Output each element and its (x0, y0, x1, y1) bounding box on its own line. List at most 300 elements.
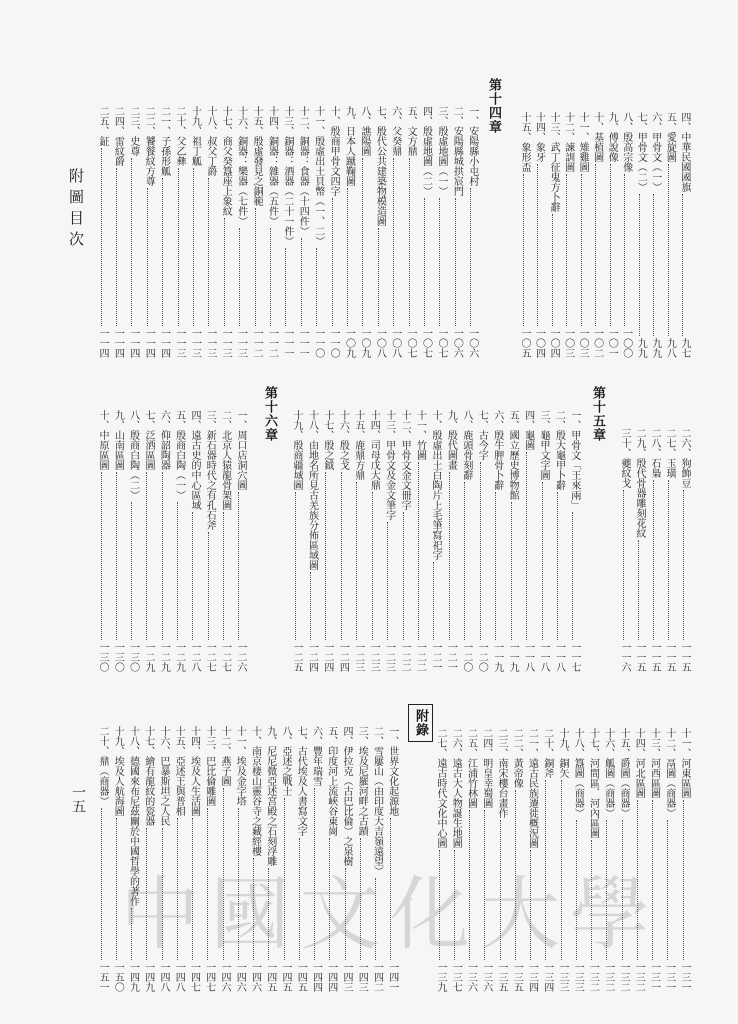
toc-entry-page: 一〇四 (548, 328, 560, 358)
toc-entry-page: 一三三 (572, 962, 584, 992)
toc-entry (537, 410, 549, 672)
toc-entry (142, 106, 154, 358)
leader-dots (239, 228, 242, 326)
toc-entry (576, 112, 588, 358)
toc-entry-page: 一四八 (158, 962, 169, 992)
toc-entry-page: 一三二 (633, 962, 645, 992)
toc-entry (96, 726, 108, 992)
toc-entry-title: 二五、江浦竹林圖 (465, 728, 477, 808)
toc-entry-title: 十九、埃及人航海圖 (112, 726, 124, 816)
leader-dots (683, 800, 686, 960)
toc-entry-title: 十六、殷之戈 (337, 410, 349, 470)
toc-entry (158, 106, 170, 358)
toc-entry-page: 一〇九 (343, 328, 355, 358)
toc-entry-title: 九、尼尼微亞述宮殿之石刻浮雕 (264, 726, 276, 866)
toc-entry-title: 七、殷代公共建築物模造圖 (374, 106, 386, 226)
toc-entry-page: 一〇三 (562, 328, 574, 358)
toc-entry (234, 410, 246, 672)
toc-entry-page: 一〇八 (389, 328, 401, 358)
toc-entry (265, 106, 277, 358)
toc-entry-title: 十七、殷之鉞 (321, 410, 333, 470)
toc-entry-page: 一二四 (337, 642, 349, 672)
toc-entry-title: 三、龜甲文字圖 (538, 410, 549, 480)
toc-entry-title: 三十、夔紋戈 (619, 428, 630, 488)
toc-entry-page: 一一〇 (312, 328, 324, 358)
toc-entry (648, 428, 660, 672)
toc-entry (633, 428, 645, 672)
leader-dots (208, 178, 211, 326)
toc-entry-page: 一一〇 (328, 328, 340, 358)
leader-dots (595, 164, 598, 326)
toc-entry-title: 十一、殷虛出土貝幣（一、二） (312, 106, 324, 246)
toc-entry (618, 428, 630, 672)
toc-entry-page: 一二七 (204, 642, 216, 672)
leader-dots (332, 198, 335, 326)
toc-entry-page: 一〇四 (533, 328, 545, 358)
toc-entry-title: 五、殷商白陶（一） (173, 410, 185, 500)
toc-entry-page: 一一九 (491, 642, 503, 672)
toc-entry (678, 112, 690, 358)
toc-entry (367, 410, 379, 672)
toc-entry-page: 一〇七 (405, 328, 417, 358)
toc-entry-title: 二三、南宋樓台畫作 (496, 728, 507, 818)
leader-dots (162, 178, 165, 326)
leader-dots (192, 512, 195, 640)
leader-dots (378, 228, 381, 326)
toc-entry-page: 一四四 (310, 962, 322, 992)
toc-entry-page: 一一四 (97, 328, 108, 358)
toc-entry-page: 一一八 (538, 642, 549, 672)
toc-entry-title: 二六、狗飾豆 (679, 428, 690, 488)
toc-entry (157, 410, 169, 672)
leader-dots (116, 168, 119, 326)
leader-dots (362, 158, 365, 326)
toc-entry (203, 410, 215, 672)
page-number: 一五 (70, 785, 86, 813)
leader-dots (455, 198, 458, 326)
leader-dots (387, 522, 390, 640)
leader-dots (101, 148, 104, 326)
toc-entry-title: 十一、河東區圖 (679, 728, 690, 798)
leader-dots (638, 540, 641, 640)
toc-entry (429, 410, 441, 672)
toc-entry (188, 106, 200, 358)
toc-entry-page: 一一二 (251, 328, 263, 358)
toc-entry-page: 一二二 (399, 642, 411, 672)
row1-left-entries (96, 106, 478, 358)
toc-entry-page: 一〇六 (466, 328, 478, 358)
toc-entry-page: 一三七 (450, 962, 462, 992)
toc-entry-page: 一五〇 (112, 962, 124, 992)
toc-entry-title: 二四、雷紋爵 (112, 106, 124, 166)
appendix-heading: 附錄 (408, 704, 433, 742)
toc-entry-page: 九九 (635, 338, 647, 358)
leader-dots (581, 174, 584, 326)
toc-entry (663, 428, 675, 672)
leader-dots (557, 492, 560, 640)
toc-entry-page: 一三五 (496, 962, 507, 992)
toc-entry-title: 十四、銅器：雜器（五件） (266, 106, 278, 226)
leader-dots (301, 238, 304, 326)
toc-entry-page: 九七 (678, 338, 690, 358)
toc-entry-page: 一四五 (264, 962, 276, 992)
leader-dots (147, 188, 150, 326)
toc-entry-title: 十九、殷商疆域圖 (291, 410, 302, 490)
toc-entry-title: 七、泛洒區圖 (142, 410, 154, 470)
leader-dots (418, 462, 421, 640)
toc-entry (591, 112, 603, 358)
toc-entry-title: 十五、殷虛發見之銅範 (251, 106, 263, 206)
toc-entry (562, 112, 574, 358)
leader-dots (470, 188, 473, 326)
toc-entry-title: 二一、遠古民族遷徙概況圖 (526, 728, 538, 848)
toc-entry (663, 728, 675, 992)
leader-dots (552, 214, 555, 326)
toc-entry-title: 十六、觚圖（商器） (602, 728, 614, 818)
toc-entry-title: 八、亞述之戰士 (280, 726, 291, 796)
toc-entry-title: 七、古代埃及人書寫文字 (295, 726, 307, 836)
toc-entry-page: 一二五 (291, 642, 302, 672)
toc-entry (466, 106, 478, 358)
toc-entry (533, 112, 545, 358)
toc-entry (111, 410, 123, 672)
leader-dots (439, 198, 442, 326)
leader-dots (310, 572, 313, 640)
toc-entry (204, 106, 216, 358)
toc-entry-title: 九、山南區圖 (112, 410, 124, 470)
toc-entry-page: 一一九 (507, 642, 519, 672)
leader-dots (131, 158, 134, 326)
toc-entry-page: 一四三 (341, 962, 352, 992)
toc-entry-page: 一一四 (158, 328, 170, 358)
toc-entry-title: 一、周口店洞穴圖 (234, 410, 246, 490)
leader-dots (623, 490, 626, 640)
toc-entry-page: 一一二 (266, 328, 278, 358)
toc-entry (290, 410, 302, 672)
leader-dots (610, 164, 613, 326)
leader-dots (464, 482, 467, 640)
toc-entry-title: 十八、德國來布尼茲關於中國哲學的著作 (127, 726, 139, 906)
toc-entry (127, 106, 139, 358)
toc-entry (142, 410, 154, 672)
toc-entry-page: 一二一 (445, 642, 457, 672)
toc-entry-page: 一一四 (112, 328, 124, 358)
toc-entry-title: 十七、商父癸簋座上象紋 (220, 106, 232, 216)
toc-entry-page: 一三一 (679, 962, 690, 992)
leader-dots (116, 472, 119, 640)
toc-entry-title: 十五、鹿鼎方鼎 (352, 410, 364, 480)
leader-dots (255, 208, 258, 326)
toc-entry-title: 十三、河西區圖 (648, 728, 660, 798)
leader-dots (101, 472, 104, 640)
toc-entry-title: 五、愛旋圖 (664, 112, 676, 162)
toc-entry-page: 一四四 (325, 962, 337, 992)
toc-entry-page: 一二〇 (476, 642, 488, 672)
toc-entry-page: 一二四 (306, 642, 318, 672)
toc-entry-title: 十、基植圖 (591, 112, 603, 162)
toc-entry-title: 十二、諫訓圖 (562, 112, 574, 172)
toc-entry (173, 410, 185, 672)
toc-entry-title: 五、印度河上流峽谷東崗 (325, 726, 337, 836)
toc-entry (460, 410, 472, 672)
toc-entry-title: 十五、亞述王與普相 (173, 726, 185, 816)
toc-entry (435, 106, 447, 358)
side-title: 附圖目次 (67, 168, 85, 252)
toc-entry (414, 410, 426, 672)
toc-entry-title: 二七、玉璜 (664, 428, 675, 478)
leader-dots (572, 512, 575, 640)
toc-entry-page: 一四二 (371, 962, 383, 992)
toc-entry-title: 二八、石梟 (649, 428, 660, 478)
leader-dots (116, 818, 119, 960)
toc-entry-title: 十八、簋圖（商器） (572, 728, 584, 818)
toc-entry-title: 七、古今字 (476, 410, 488, 460)
toc-entry-page: 一三二 (587, 962, 599, 992)
leader-dots (146, 472, 149, 640)
toc-entry-page: 一一六 (619, 642, 630, 672)
row2-middle-entries (290, 410, 580, 672)
leader-dots (433, 562, 436, 640)
toc-entry-page: 一二一 (429, 642, 441, 672)
toc-entry-title: 十七、河間區．河內區圖 (587, 728, 599, 838)
toc-entry-page: 一〇七 (420, 328, 432, 358)
toc-entry-page: 一三二 (618, 962, 629, 992)
toc-entry-page: 一〇六 (451, 328, 463, 358)
toc-entry-title: 二六、遠古大人物誕生地圖 (450, 728, 462, 848)
toc-entry-title: 二三、史尊 (127, 106, 139, 156)
toc-entry-page: 一一三 (189, 328, 201, 358)
leader-dots (270, 228, 273, 326)
toc-entry-title: 十六、銅器：樂器（七件） (235, 106, 247, 226)
toc-entry (373, 106, 385, 358)
toc-entry (281, 106, 293, 358)
toc-entry (475, 410, 487, 672)
toc-entry-page: 一〇八 (374, 328, 386, 358)
toc-entry-page: 一二三 (383, 642, 395, 672)
toc-entry-title: 十七、繪有龍紋的瓷器 (142, 726, 154, 826)
toc-entry (336, 410, 348, 672)
toc-entry-page: 一一四 (127, 328, 139, 358)
toc-entry-title: 二一、子孫形觚 (158, 106, 170, 176)
toc-entry-title: 二十、父乙彝 (174, 106, 186, 166)
toc-entry-title: 十一、竹圖 (414, 410, 426, 460)
toc-entry-page: 一四七 (188, 962, 200, 992)
toc-entry-page: 一一五 (634, 642, 645, 672)
toc-entry-title: 十一、埃及金字塔 (234, 726, 246, 806)
watermark: 中國文化大學 (120, 868, 660, 961)
toc-entry-title: 一、甲骨文「王來兩」 (568, 410, 580, 510)
toc-entry-title: 二九、殷代骨器雕刻花紋 (634, 428, 645, 538)
toc-entry (358, 106, 370, 358)
toc-entry-page: 一二八 (188, 642, 200, 672)
toc-entry-page: 一三六 (480, 962, 492, 992)
toc-entry-title: 二、北京人猿龍骨架圖 (219, 410, 231, 510)
toc-entry-title: 二二、饕餮紋方尊 (143, 106, 155, 186)
toc-entry (312, 106, 324, 358)
toc-entry-page: 一二四 (321, 642, 333, 672)
toc-entry-title: 十三、銅器：酒器（二十一件） (281, 106, 293, 246)
toc-entry (552, 410, 564, 672)
toc-entry (678, 728, 690, 992)
toc-entry-title: 十四、司母戊大鼎 (368, 410, 380, 490)
leader-dots (511, 502, 514, 640)
toc-entry-title: 二七、遠古時代文化中心圖 (435, 728, 446, 848)
toc-entry-title: 八、譙陽圖 (358, 106, 370, 156)
toc-entry (491, 410, 503, 672)
row1-right-entries (518, 112, 690, 358)
toc-entry (420, 106, 432, 358)
toc-entry-page: 一一七 (568, 642, 580, 672)
toc-entry-page: 一三九 (435, 962, 446, 992)
leader-dots (653, 480, 656, 640)
toc-entry-title: 六、豐年瑞雪 (310, 726, 322, 786)
toc-entry (219, 106, 231, 358)
toc-entry (383, 410, 395, 672)
leader-dots (449, 472, 452, 640)
leader-dots (668, 164, 671, 336)
toc-entry-page: 一二〇 (460, 642, 472, 672)
toc-entry (352, 410, 364, 672)
toc-entry (404, 106, 416, 358)
toc-entry (173, 106, 185, 358)
toc-entry (127, 410, 139, 672)
toc-entry (649, 112, 661, 358)
toc-entry-title: 十四、河北區圖 (633, 728, 645, 798)
leader-dots (341, 472, 344, 640)
toc-entry-title: 六、父癸鼎 (389, 106, 401, 156)
leader-dots (409, 158, 412, 326)
toc-entry-title: 十、殷虛出土白陶片上毛筆寫祀字 (429, 410, 441, 560)
toc-entry (605, 112, 617, 358)
toc-entry (327, 106, 339, 358)
toc-entry (450, 106, 462, 358)
toc-entry-title: 十一、雉雞圖 (577, 112, 589, 172)
leader-dots (295, 492, 298, 640)
toc-entry-title: 一、安陽縣小屯村 (466, 106, 478, 186)
row2-left-entries (96, 410, 246, 672)
leader-dots (682, 194, 685, 336)
leader-dots (495, 492, 498, 640)
toc-entry (296, 106, 308, 358)
toc-entry-title: 十四、埃及人生活圖 (188, 726, 200, 816)
toc-entry-page: 一一八 (522, 642, 534, 672)
toc-entry-title: 十四、象牙 (533, 112, 545, 162)
leader-dots (372, 492, 375, 640)
toc-entry-title: 九、傅說像 (606, 112, 618, 162)
toc-entry-page: 一四六 (249, 962, 261, 992)
toc-entry-title: 二、殷大龜甲卜辭 (553, 410, 565, 490)
toc-entry (522, 410, 534, 672)
toc-entry (518, 112, 530, 358)
toc-entry-page: 一二六 (234, 642, 246, 672)
toc-entry-page: 九八 (664, 338, 676, 358)
leader-dots (668, 480, 671, 640)
toc-entry-page: 一四六 (219, 962, 230, 992)
toc-entry-title: 四、中華民國國旗 (678, 112, 690, 192)
toc-entry (188, 410, 200, 672)
toc-entry (321, 410, 333, 672)
toc-entry (305, 410, 317, 672)
toc-entry (678, 428, 690, 672)
toc-entry-title: 十五、象形盃 (519, 112, 530, 172)
toc-entry-title: 一、世界文化起源地 (386, 726, 398, 816)
leader-dots (325, 472, 328, 640)
toc-entry-title: 十九、祖丁觚 (189, 106, 201, 166)
toc-entry-title: 八、鹿頭骨刻辭 (460, 410, 472, 480)
leader-dots (639, 194, 642, 336)
leader-dots (393, 158, 396, 326)
toc-entry-page: 一〇五 (519, 328, 530, 358)
toc-entry-page: 一三四 (526, 962, 538, 992)
toc-entry-page: 一三〇 (127, 642, 139, 672)
toc-entry-page: 一二三 (352, 642, 364, 672)
toc-entry-page: 一〇九 (358, 328, 370, 358)
leader-dots (537, 164, 540, 326)
toc-entry-page: 一一五 (664, 642, 675, 672)
toc-entry-page: 一五一 (97, 962, 108, 992)
toc-entry (96, 410, 108, 672)
toc-entry-page: 一三五 (511, 962, 523, 992)
toc-entry-title: 二二、黃帝像 (511, 728, 523, 788)
toc-entry (96, 106, 108, 358)
toc-entry (444, 410, 456, 672)
toc-entry-title: 十三、武丁征鬼方卜辭 (548, 112, 560, 212)
toc-entry-page: 一四八 (173, 962, 185, 992)
toc-entry-title: 二、安陽縣城拱宸門 (451, 106, 463, 196)
toc-entry-title: 九、殷代圖畫 (445, 410, 457, 470)
toc-entry-title: 十、中原區圖 (97, 410, 108, 470)
toc-entry-title: 四、伊拉克（古巴比倫）之泉樹 (341, 726, 352, 866)
toc-entry-page: 一三六 (465, 962, 477, 992)
chapter-16-heading: 第十六章 (262, 386, 277, 442)
toc-entry (219, 410, 231, 672)
toc-entry-page: 一一三 (220, 328, 232, 358)
toc-entry-page: 一二三 (368, 642, 380, 672)
leader-dots (224, 218, 227, 326)
toc-entry-title: 八、殷高宗像 (620, 112, 632, 172)
toc-entry-page: 一四一 (386, 962, 398, 992)
toc-entry-page: 一一四 (143, 328, 155, 358)
toc-entry-title: 十九、銅矢 (557, 728, 568, 778)
toc-entry-page: 一四三 (356, 962, 368, 992)
toc-entry (398, 410, 410, 672)
toc-entry-page: 一四五 (295, 962, 307, 992)
toc-entry-title: 八、殷商白陶（二） (127, 410, 139, 500)
toc-entry-title: 十六、巴暴斯坦之人民 (158, 726, 169, 826)
toc-entry (250, 106, 262, 358)
toc-entry-page: 一二九 (158, 642, 170, 672)
toc-entry-title: 十八、叔父丁爵 (204, 106, 216, 176)
toc-entry-page: 一一三 (174, 328, 186, 358)
toc-entry (663, 112, 675, 358)
toc-entry (634, 112, 646, 358)
toc-entry-page: 一〇七 (435, 328, 447, 358)
toc-entry-page: 一二二 (414, 642, 426, 672)
leader-dots (131, 502, 134, 640)
leader-dots (208, 532, 211, 640)
toc-entry-title: 六、仰韶陶器 (158, 410, 170, 470)
toc-entry-page: 一一一 (297, 328, 309, 358)
toc-entry-page: 一三四 (541, 962, 553, 992)
toc-entry-title: 十、殷商甲骨文四字 (328, 106, 340, 196)
leader-dots (238, 492, 241, 640)
toc-entry (547, 112, 559, 358)
toc-entry-page: 一四九 (127, 962, 139, 992)
toc-entry-page: 一〇〇 (620, 328, 632, 358)
toc-entry-page: 一一一 (281, 328, 293, 358)
toc-entry-title: 十三、巴比倫雕圖 (203, 726, 215, 806)
toc-entry (506, 410, 518, 672)
